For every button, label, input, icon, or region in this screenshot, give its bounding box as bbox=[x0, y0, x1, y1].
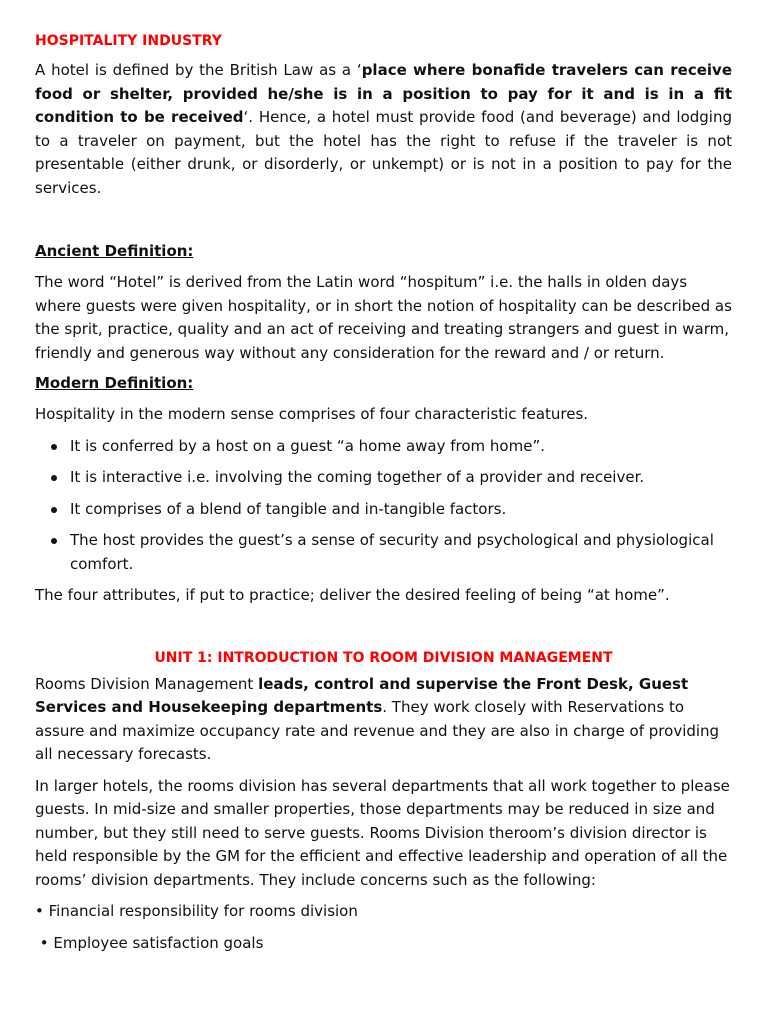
bullet-icon bbox=[51, 507, 57, 513]
rooms-division-text-end: . They work closely with Reservations to assure and maximize occupancy rate and revenue and they are also in charge of providing all necessary forecasts. bbox=[35, 698, 720, 763]
modern-definition-heading: Modern Definition: bbox=[35, 374, 194, 392]
bullet-icon bbox=[51, 538, 57, 544]
financial-responsibility-item: • Financial responsibility for rooms division bbox=[35, 902, 358, 920]
list-item-text: It is conferred by a host on a guest “a home away from home”. bbox=[70, 436, 545, 455]
bullet-icon bbox=[51, 475, 57, 481]
ancient-definition-heading: Ancient Definition: bbox=[35, 242, 194, 260]
list-item-text: It comprises of a blend of tangible and in-tangible factors. bbox=[70, 499, 507, 518]
modern-definition-intro: Hospitality in the modern sense comprises of four characteristic features. bbox=[35, 405, 589, 423]
hotel-definition-bold-text: place where bonafide travelers can receive food or shelter, provided he/she is in a position to pay for it and is in a fit condition to be received bbox=[35, 61, 732, 126]
document-page bbox=[35, 32, 732, 955]
hospitality-industry-heading: HOSPITALITY INDUSTRY bbox=[35, 33, 222, 49]
ancient-definition-paragraph: The word “Hotel” is derived from the Latin word “hospitum” i.e. the halls in olden days where guests were given hospitality, or in short the notion of hospitality can be described as the sprit, practice, quality and an act of receiving and treating strangers and guest in warm, friendly and generous way without any consideration for the reward and / or return. bbox=[35, 273, 732, 362]
rooms-division-paragraph bbox=[35, 673, 732, 767]
unit1-heading: UNIT 1: INTRODUCTION TO ROOM DIVISION MANAGEMENT bbox=[154, 649, 613, 666]
employee-satisfaction-item: • Employee satisfaction goals bbox=[35, 933, 264, 952]
list-item-text: The host provides the guest’s a sense of security and psychological and physiological comfort. bbox=[70, 531, 714, 573]
list-item bbox=[35, 466, 732, 490]
list-item bbox=[35, 435, 732, 459]
list-item bbox=[35, 529, 732, 576]
larger-hotels-paragraph: In larger hotels, the rooms division has several departments that all work together to please guests. In mid-size and smaller properties, those departments may be reduced in size and number, but they still need to serve guests. Rooms Division theroom’s division director is held responsible by the GM for the efficient and effective leadership and operation of all the rooms’ division departments. They include concerns such as the following: bbox=[35, 776, 730, 889]
bullet-icon bbox=[51, 444, 57, 450]
hotel-definition-paragraph bbox=[35, 59, 732, 200]
list-item-text: It is interactive i.e. involving the coming together of a provider and receiver. bbox=[70, 468, 645, 486]
list-item bbox=[35, 498, 732, 522]
modern-definition-closing: The four attributes, if put to practice; deliver the desired feeling of being “at home”. bbox=[35, 586, 670, 604]
modern-features-list bbox=[35, 435, 732, 577]
rooms-division-text-start: Rooms Division Management bbox=[35, 674, 259, 693]
hotel-definition-text-end: ‘. Hence, a hotel must provide food (and beverage) and lodging to a traveler on payment, but the hotel has the right to refuse if the traveler is not presentable (either drunk, or disorderly, or unkempt) or is not in a position to pay for the services. bbox=[35, 108, 732, 197]
rooms-division-bold-text: leads, control and supervise the Front Desk, Guest Services and Housekeeping departments bbox=[35, 674, 689, 716]
hotel-definition-text-start: A hotel is defined by the British Law as a ‘ bbox=[35, 61, 362, 79]
